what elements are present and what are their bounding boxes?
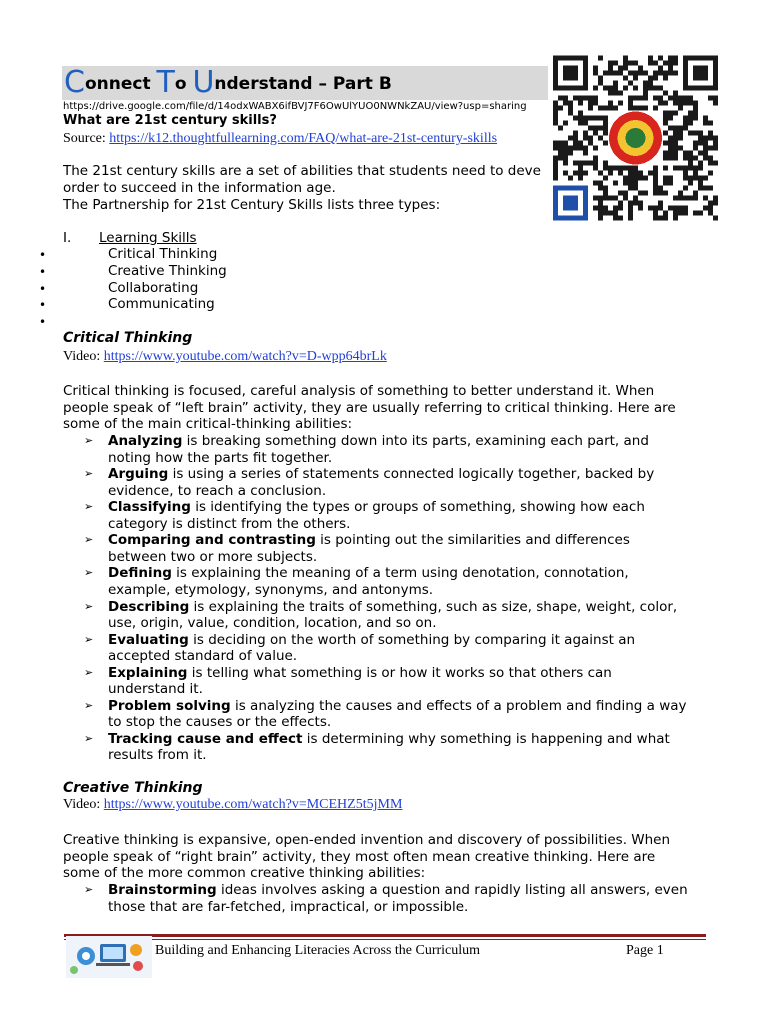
intro-line-1: The 21st century skills are a set of abilities that students need to deve xyxy=(63,163,541,179)
bullet: • xyxy=(39,265,47,279)
ability-text xyxy=(108,433,714,466)
video-label: Video: xyxy=(63,349,104,364)
critical-para-line-1: Critical thinking is focused, careful analysis of something to better understand it. When xyxy=(63,383,655,399)
ability-item xyxy=(84,532,714,565)
ability-description: is analyzing the causes and effects of a problem and finding a way xyxy=(230,697,687,714)
ability-description-cont: accepted standard of value. xyxy=(108,648,298,665)
critical-video-line xyxy=(63,349,387,365)
ability-item xyxy=(84,665,714,698)
school-seal-icon xyxy=(66,936,152,978)
ability-description: is breaking something down into its parts, examining each part, and xyxy=(182,433,649,449)
ability-term: Classifying xyxy=(108,499,191,516)
critical-para-line-3: some of the main critical-thinking abilities: xyxy=(63,416,353,432)
ability-description: is pointing out the similarities and differences xyxy=(315,532,630,549)
ability-text xyxy=(108,565,714,598)
footer-rule xyxy=(64,934,706,937)
arrow-bullet-icon: ➢ xyxy=(84,883,94,896)
source-line xyxy=(63,131,497,147)
page-number: Page 1 xyxy=(626,943,664,958)
ability-term: Evaluating xyxy=(108,631,189,648)
creative-video-line xyxy=(63,797,402,813)
ability-item xyxy=(84,731,714,764)
ability-term: Describing xyxy=(108,598,190,615)
ability-term: Explaining xyxy=(108,664,188,681)
ability-term: Problem solving xyxy=(108,697,231,714)
ability-term: Comparing and contrasting xyxy=(108,532,316,549)
learning-numeral: I. xyxy=(63,230,72,246)
ability-description: is telling what something is or how it works so that others can xyxy=(187,664,612,681)
bullet: • xyxy=(39,298,47,312)
ability-description-cont: use, origin, value, condition, location, and so on. xyxy=(108,615,437,632)
ability-item xyxy=(84,433,714,466)
arrow-bullet-icon: ➢ xyxy=(84,434,94,447)
learning-heading: Learning Skills xyxy=(99,230,197,246)
question-heading: What are 21st century skills? xyxy=(63,113,277,128)
ability-description-cont: example, etymology, synonyms, and antonyms. xyxy=(108,581,434,598)
ability-item xyxy=(84,882,714,915)
ability-item xyxy=(84,499,714,532)
ability-item xyxy=(84,599,714,632)
ability-term: Brainstorming xyxy=(108,882,217,898)
ability-item xyxy=(84,698,714,731)
ability-term: Analyzing xyxy=(108,433,183,449)
skill-item: Communicating xyxy=(108,296,215,312)
ability-text xyxy=(108,665,714,698)
video-label: Video: xyxy=(63,797,104,812)
intro-line-3: The Partnership for 21st Century Skills lists three types: xyxy=(63,197,441,213)
ability-description: is explaining the traits of something, such as size, shape, weight, color, xyxy=(189,598,678,615)
ability-item xyxy=(84,565,714,598)
arrow-bullet-icon: ➢ xyxy=(84,698,94,712)
ability-term: Arguing xyxy=(108,466,169,483)
creative-para-line-3: some of the more common creative thinking abilities: xyxy=(63,865,426,881)
critical-thinking-heading: Critical Thinking xyxy=(63,330,193,346)
skill-item: Critical Thinking xyxy=(108,246,218,262)
arrow-bullet-icon: ➢ xyxy=(84,665,94,679)
drive-link[interactable]: https://drive.google.com/file/d/14odxWABX6ifBVJ7F6OwUlYUO0NWNkZAU/view?usp=sharing xyxy=(63,101,527,112)
ability-description: is using a series of statements connected logically together, backed by xyxy=(168,466,655,483)
skill-item: Collaborating xyxy=(108,280,199,296)
source-link[interactable]: https://k12.thoughtfullearning.com/FAQ/what-are-21st-century-skills xyxy=(109,131,498,146)
bullet: • xyxy=(39,315,47,329)
ability-description: is identifying the types or groups of something, showing how each xyxy=(190,499,645,516)
creative-thinking-heading: Creative Thinking xyxy=(63,780,203,796)
arrow-bullet-icon: ➢ xyxy=(84,500,94,514)
bullet: • xyxy=(39,248,47,262)
footer-title: Building and Enhancing Literacies Across the Curriculum xyxy=(155,943,481,958)
ability-item xyxy=(84,632,714,665)
ability-term: Tracking cause and effect xyxy=(108,730,303,747)
ability-text xyxy=(108,499,714,532)
ability-description-cont: noting how the parts fit together. xyxy=(108,449,333,466)
ability-description-cont: understand it. xyxy=(108,681,203,698)
source-label: Source: xyxy=(63,131,110,146)
arrow-bullet-icon: ➢ xyxy=(84,599,94,613)
ability-description-cont: evidence, to reach a conclusion. xyxy=(108,482,327,499)
arrow-bullet-icon: ➢ xyxy=(84,731,94,745)
creative-para-line-2: people speak of “right brain” activity, they most often mean creative thinking. Here are xyxy=(63,849,656,865)
ability-description-cont: those that are far-fetched, impractical, or impossible. xyxy=(108,898,469,915)
ability-text xyxy=(108,731,714,764)
footer-rule-thin xyxy=(64,939,706,940)
ability-text xyxy=(108,882,714,915)
ability-text xyxy=(108,632,714,665)
ability-text xyxy=(108,599,714,632)
intro-line-2: order to succeed in the information age. xyxy=(63,180,336,196)
ability-description: is deciding on the worth of something by comparing it against an xyxy=(188,631,636,648)
critical-para-line-2: people speak of “left brain” activity, they are usually referring to critical thinking. Here are xyxy=(63,400,676,416)
ability-text xyxy=(108,532,714,565)
ability-description-cont: between two or more subjects. xyxy=(108,548,318,565)
ability-description: is determining why something is happening and what xyxy=(302,730,670,747)
ability-text xyxy=(108,466,714,499)
ability-term: Defining xyxy=(108,565,172,582)
ability-item xyxy=(84,466,714,499)
ability-text xyxy=(108,698,714,731)
bullet: • xyxy=(39,282,47,296)
arrow-bullet-icon: ➢ xyxy=(84,467,94,481)
page-title: Connect To Understand – Part B xyxy=(64,65,392,100)
arrow-bullet-icon: ➢ xyxy=(84,566,94,580)
creative-para-line-1: Creative thinking is expansive, open-ended invention and discovery of possibilities. When xyxy=(63,832,671,848)
creative-video-link[interactable]: https://www.youtube.com/watch?v=MCEHZ5t5jMM xyxy=(103,797,403,812)
arrow-bullet-icon: ➢ xyxy=(84,533,94,547)
ability-description: is explaining the meaning of a term using denotation, connotation, xyxy=(171,565,629,582)
ability-description-cont: results from it. xyxy=(108,747,207,764)
skill-item: Creative Thinking xyxy=(108,263,227,279)
qr-code-icon xyxy=(553,54,718,222)
arrow-bullet-icon: ➢ xyxy=(84,632,94,646)
ability-description-cont: to stop the causes or the effects. xyxy=(108,714,332,731)
ability-description-cont: category is distinct from the others. xyxy=(108,515,351,532)
ability-description: ideas involves asking a question and rapidly listing all answers, even xyxy=(216,882,688,898)
critical-video-link[interactable]: https://www.youtube.com/watch?v=D-wpp64brLk xyxy=(103,349,387,364)
